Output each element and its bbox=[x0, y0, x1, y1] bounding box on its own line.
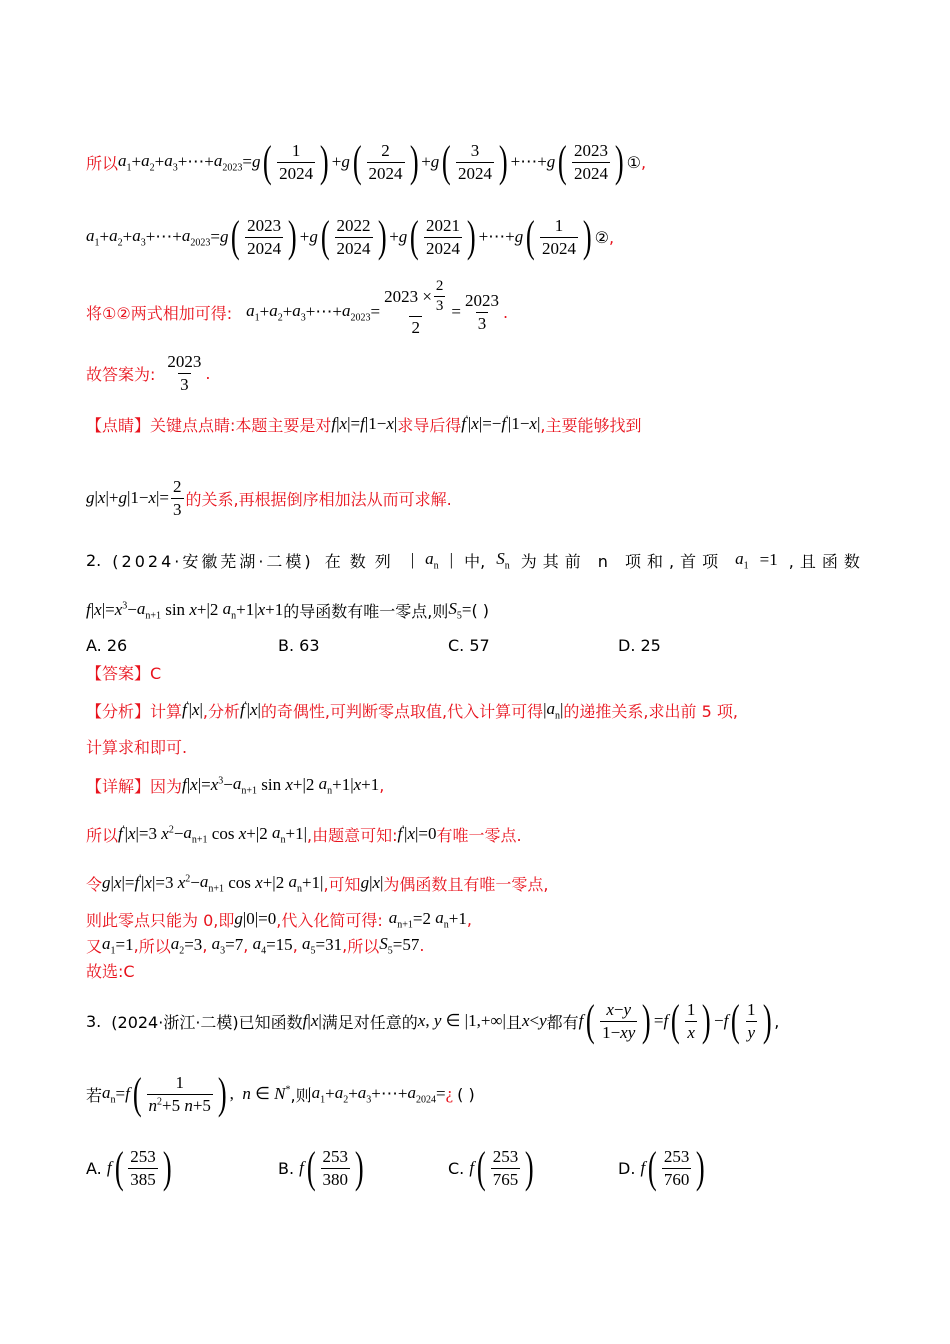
q2-conclusion: 故选:C bbox=[86, 961, 135, 981]
q3-stem-line-1: 3. (2024·浙江·二模) 已知函数 f | x | 满足对任意的 x , y ∈ |1,+∞| 且 x < y 都有 f ( $\frac{x-y}{1-xy}$ ) = f ( $\frac{1}{x}$ ) − f ( $\frac{1}{y}$ ) , bbox=[86, 995, 779, 1047]
q2-analysis-line-2: 计算求和即可. bbox=[86, 737, 188, 757]
q2-detail-line-4: 则此零点只能为 0,即 g |0|=0 ,代入化简可得: $a_{n+1}$ =2 $a_n$ +1 , bbox=[86, 907, 472, 931]
q2-detail-line-5: 又 $a_1$ =1 , 所以 $a_2$ =3 , $a_3$ =7 , $a_4$ =15 , $a_5$ =31 , 所以 $S_5$ =57 . bbox=[86, 933, 425, 957]
hint-line: 【点睛】关键点点睛:本题主要是对 f | x |= f |1− x | 求导后得 f' | x |=− f' |1− x | ,主要能够找到 bbox=[86, 414, 642, 435]
q3-number: 3. bbox=[86, 1011, 102, 1031]
q3-stem-line-2: 若 $a_n$ = f ( $\frac{1}{n^2+5 n+5}$ ) , n ∈ N* ,则 $a_1$ + $a_2$ + $a_3$ +⋯+ $a_{2024}$ = ¿ ( ) bbox=[86, 1068, 475, 1120]
q3-option-c[interactable]: C. f ( $\frac{253}{765}$ ) bbox=[448, 1143, 537, 1193]
q3-option-b[interactable]: B. f ( $\frac{253}{380}$ ) bbox=[278, 1143, 367, 1193]
circle-1: ① bbox=[626, 152, 641, 172]
q2-analysis-line-1: 【分析】计算 f' | x | ,分析 f' | x | 的奇偶性,可判断零点取值,代入计算可得 | $a_n$ | 的递推关系,求出前 5 项, bbox=[86, 698, 738, 722]
q2-detail-line-2: 所以 f' | x |=3 $x^2$ − $a_{n+1}$ cos x +|2 $a_n$ +1| ,由题意可知: f' | x |=0 有唯一零点. bbox=[86, 822, 522, 846]
q2-number: 2. bbox=[86, 550, 102, 570]
q2-source: (2024·安徽芜湖·二模) bbox=[112, 551, 314, 571]
q2-detail-line-1: 【详解】因为 f | x |= $x^3$ − $a_{n+1}$ sin x +|2 $a_n$ +1| x +1 , bbox=[86, 773, 385, 797]
combine-line: 将①②两式相加可得: $a_1$ + $a_2$ + $a_3$ +⋯+ $a_{2023}$ = 2023 × $\frac{2}{3}$ 2 = $\frac{2023}{3}$ . bbox=[86, 278, 509, 337]
hint-tail-line: g | x |+ g |1− x |= $\frac{2}{3}$ 的关系,再根据倒序相加法从而可求解. bbox=[86, 476, 452, 519]
q2-option-b[interactable]: B. 63 bbox=[278, 636, 320, 655]
q2-option-c[interactable]: C. 57 bbox=[448, 636, 490, 655]
q2-answer: 【答案】C bbox=[86, 663, 162, 683]
q2-stem-line-2: f | x |= $x^3$ − $a_{n+1}$ sin x +|2 $a_n$ +1| x +1 的导函数有唯一零点,则 $S_5$ = ( ) bbox=[86, 598, 490, 622]
q2-option-d[interactable]: D. 25 bbox=[618, 636, 661, 655]
sum-line-2: $a_1$ + $a_2$ + $a_3$ +⋯+ $a_{2023}$ = g ( $\frac{2023}{2024}$ ) + g ( $\frac{2022}{2024}$ ) + g ( $\frac{2021}{2024}$ ) +⋯+ g ( $\frac{1}{2024}$ ) ② , bbox=[86, 213, 614, 261]
combine-label: 将①②两式相加可得: bbox=[86, 303, 233, 323]
q2-detail-line-3: 令 g | x |= f' | x |=3 $x^2$ − $a_{n+1}$ cos x +|2 $a_n$ +1| ,可知 g | x | 为偶函数且有唯一零点, bbox=[86, 871, 549, 895]
prefix-text: 所以 bbox=[86, 153, 119, 173]
sum-line-1: 所以 $a_1$ + $a_2$ + $a_3$ +⋯+ $a_{2023}$ = g ( $\frac{1}{2024}$ ) + g ( $\frac{2}{2024}$ ) + g ( $\frac{3}{2024}$ ) +⋯+ g ( $\frac{2023}{2024}$ ) ① , bbox=[86, 138, 646, 186]
q2-stem-line-1: 2. (2024·安徽芜湖·二模) 在数列 | $a_n$ | 中, $S_n$ 为其前 n 项和,首项 $a_1$ =1 ,且函数 bbox=[86, 548, 866, 572]
q3-source: (2024·浙江·二模) bbox=[111, 1012, 239, 1032]
q3-option-a[interactable]: A. f ( $\frac{253}{385}$ ) bbox=[86, 1143, 174, 1193]
q2-option-a[interactable]: A. 26 bbox=[86, 636, 128, 655]
answer-label: 故答案为: bbox=[86, 364, 156, 384]
circle-2: ② bbox=[594, 227, 609, 247]
q3-option-d[interactable]: D. f ( $\frac{253}{760}$ ) bbox=[618, 1143, 708, 1193]
answer-line: 故答案为: $\frac{2023}{3}$ . bbox=[86, 351, 211, 394]
